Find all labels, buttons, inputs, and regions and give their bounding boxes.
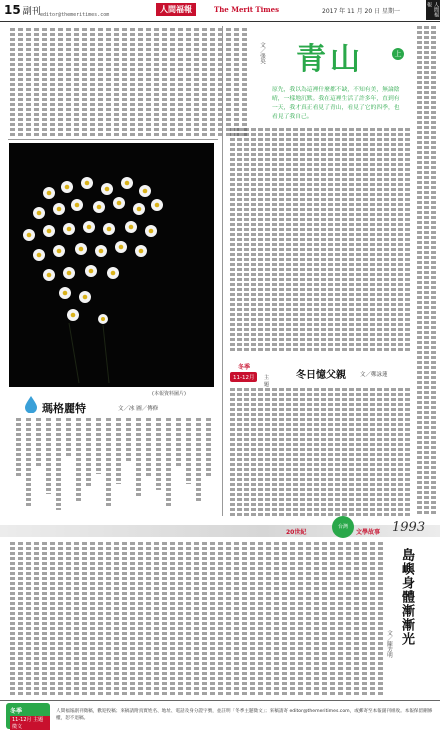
winter-article-body: [228, 388, 414, 518]
page-number: 15 副刊: [4, 3, 41, 17]
footer-badge-top: 冬季: [10, 708, 23, 715]
qingshan-intro: 原先，我以為這裡什麼都不缺，不知有美，無論陰晴，一樣地沉默。我在這裡生活了許多年，直到有一天，我才真正看見了青山，看見了它的四季，也看見了我自己。: [272, 87, 400, 120]
winter-theme-label: [228, 362, 270, 388]
poem-title: 瑪格麗特: [42, 402, 86, 415]
masthead-badge: 人間福報: [426, 0, 440, 20]
divider: [8, 139, 218, 140]
winter-month-tag: 11-12月: [230, 372, 257, 382]
island-byline: 文／陳芳明: [386, 630, 392, 658]
daisy-illustration: [9, 143, 214, 387]
series-year: 1993: [392, 520, 426, 535]
newspaper-logo-english: The Merit Times: [214, 5, 280, 14]
qingshan-author: 文／張央: [259, 42, 265, 64]
newspaper-logo: 人間福報: [156, 3, 196, 16]
qingshan-title: 青山: [296, 42, 364, 77]
flower-photo: [9, 143, 214, 387]
island-article-title: 島嶼身體漸漸光: [399, 548, 414, 646]
footer-theme-badge: [6, 703, 50, 729]
series-badge: 台灣: [332, 516, 354, 538]
qingshan-title-block: [272, 26, 412, 78]
masthead: [0, 0, 440, 22]
issue-date: 2017 年 11 月 20 日 星期一: [322, 8, 400, 15]
winter-article-title: 冬日憶父親: [296, 370, 346, 381]
island-article-body: [8, 542, 384, 696]
winter-theme-tag: 主題: [264, 375, 270, 388]
photo-credit: (本報資料圖片): [152, 391, 186, 397]
masthead-email[interactable]: editor@themeritimes.com: [40, 12, 110, 18]
series-subtitle: 文學故事: [356, 529, 381, 536]
series-label: 20世紀: [286, 529, 307, 536]
footer-notice: 人間福報副刊徵稿，歡迎投稿；來稿請附真實姓名、地址、電話及身分證字號，並註明「冬季主題徵文」；來稿請寄 editor@themeritimes.com，或郵寄至本報副刊組收。本報保留刪修權，恕不退稿。: [56, 709, 433, 721]
divider: [222, 26, 223, 516]
winter-tag: 冬季: [238, 364, 251, 371]
footer-badge-bottom: 11-12月 主題徵文: [10, 716, 50, 730]
winter-byline: 文／鄭詠蓮: [360, 372, 388, 378]
poem-byline: 文／冰 圖／傳修: [118, 406, 159, 412]
part-marker: 上: [392, 48, 404, 60]
article-body-top-right: [416, 26, 438, 516]
qingshan-body: [228, 128, 414, 352]
water-drop-icon: [24, 395, 38, 413]
section-name: 副刊: [22, 7, 41, 17]
article-body-top-left: [8, 28, 252, 136]
poem-body: [12, 418, 217, 518]
